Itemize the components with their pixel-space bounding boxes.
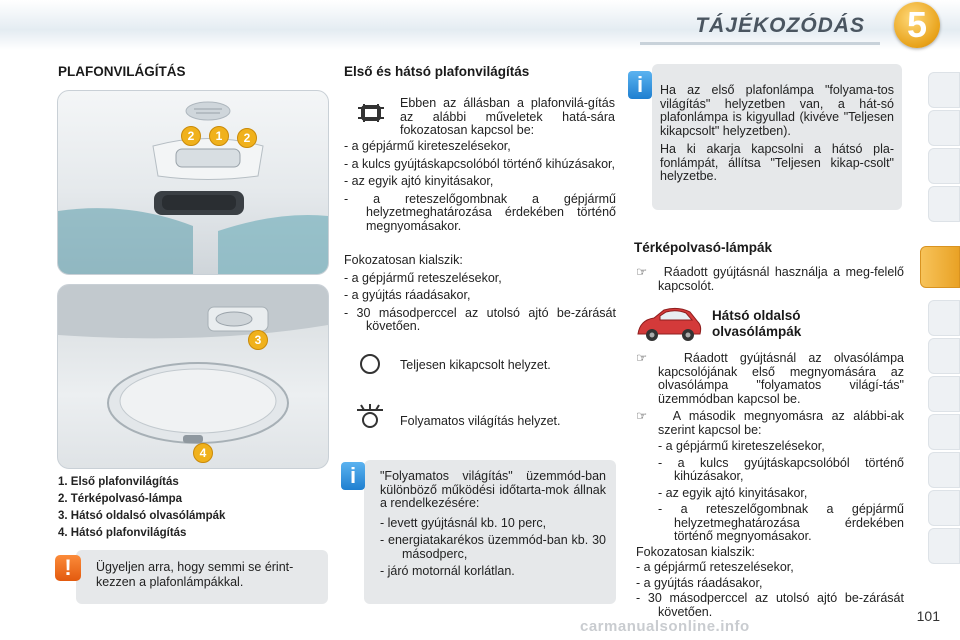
page-title: TÁJÉKOZÓDÁS xyxy=(695,14,865,37)
section-title-ceiling-lights: PLAFONVILÁGÍTÁS xyxy=(58,64,186,79)
rear-off-3: - 30 másodperccel az utolsó ajtó be-zárását követően. xyxy=(636,591,904,619)
chapter-tab-10[interactable] xyxy=(928,452,960,488)
chapter-tab-2[interactable] xyxy=(928,110,960,146)
info-box-durations xyxy=(364,460,616,604)
section-title-rear-reading-2: olvasólámpák xyxy=(712,324,802,339)
rear-ceiling-light-illustration xyxy=(58,285,328,468)
chapter-tab-7[interactable] xyxy=(928,338,960,374)
car-side-icon xyxy=(634,304,704,346)
warning-box xyxy=(76,550,328,604)
warning-text: Ügyeljen arra, hogy semmi se érint-kezzen a plafonlámpákkal. xyxy=(96,560,294,589)
on-item-1: - a gépjármű kireteszelésekor, xyxy=(344,139,511,153)
door-mode-text: Ebben az állásban a plafonvilá-gítás az alábbi műveletek hatá-sára fokozatosan kapcsol be: xyxy=(400,96,615,137)
rear-off-intro: Fokozatosan kialszik: xyxy=(636,544,755,559)
legend-list xyxy=(58,474,328,542)
on-position-text: Folyamatos világítás helyzet. xyxy=(400,414,561,428)
section-title-map-lamps: Térképolvasó-lámpák xyxy=(634,240,773,255)
front-ceiling-light-illustration xyxy=(58,91,328,274)
chapter-badge: 5 xyxy=(894,2,940,48)
legend-item-3: 3. Hátsó oldalsó olvasólámpák xyxy=(58,510,226,522)
front-ceiling-light-photo xyxy=(57,90,329,275)
chapter-tab-12[interactable] xyxy=(928,528,960,564)
chapter-tab-4[interactable] xyxy=(928,186,960,222)
rear-sub-2: - a kulcs gyújtáskapcsolóból történő kihúzásakor, xyxy=(658,455,904,483)
callout-1: 1 xyxy=(209,126,229,146)
map-lamps-text xyxy=(636,266,904,293)
rear-sub-3: - az egyik ajtó kinyitásakor, xyxy=(658,485,808,500)
pointer-bullet-icon-3: ☞ xyxy=(636,409,648,423)
rear-bullet-2: A második megnyomásra az alábbi-ak szerint kapcsol be: xyxy=(658,409,904,437)
map-lamps-desc: Ráadott gyújtásnál használja a meg-felelő kapcsolót. xyxy=(658,265,905,293)
duration-item-2: - energiatakarékos üzemmód-ban kb. 30 másodperc, xyxy=(380,533,606,561)
warning-icon: ! xyxy=(55,555,81,581)
header-rule xyxy=(640,42,880,45)
chapter-tab-3[interactable] xyxy=(928,148,960,184)
callout-4: 4 xyxy=(193,443,213,463)
chapter-tab-9[interactable] xyxy=(928,414,960,450)
info-icon-right: i xyxy=(628,71,652,99)
legend-item-2: 2. Térképolvasó-lámpa xyxy=(58,493,182,505)
rear-off-1: - a gépjármű reteszelésekor, xyxy=(636,560,794,574)
rear-sub-1: - a gépjármű kireteszelésekor, xyxy=(658,439,825,453)
rear-sub-4: - a reteszelőgombnak a gépjármű helyzetmeghatározása érdekében történő megnyomásakor. xyxy=(658,502,904,543)
section-title-front-rear: Első és hátsó plafonvilágítás xyxy=(344,64,530,79)
off-conditions xyxy=(344,254,616,334)
info-durations-text: "Folyamatos világítás" üzemmód-ban különböző működési időtarta-mok állnak a rendelkezésére: xyxy=(380,469,606,510)
legend-item-4: 4. Hátsó plafonvilágítás xyxy=(58,527,187,539)
info-icon: i xyxy=(341,462,365,490)
off-position-text: Teljesen kikapcsolt helyzet. xyxy=(400,358,551,372)
legend-item-1: 1. Első plafonvilágítás xyxy=(58,476,179,488)
info-rear-p2: Ha ki akarja kapcsolni a hátsó pla-fonlámpát, állítsa "Teljesen kikap-csolt" helyzetbe. xyxy=(660,142,894,183)
info-rear-p1: Ha az első plafonlámpa "folyama-tos világítás" helyzetben van, a hát-só plafonlámpa is kigyullad (kivéve "Teljesen kikapcsolt" helyzetben). xyxy=(660,83,894,138)
on-item-3: - az egyik ajtó kinyitásakor, xyxy=(344,174,494,188)
on-position-icon xyxy=(355,402,385,432)
rear-off-2: - a gyújtás ráadásakor, xyxy=(636,575,763,590)
rear-ceiling-light-photo xyxy=(57,284,329,469)
chapter-tab-11[interactable] xyxy=(928,490,960,526)
on-item-4: - a reteszelőgombnak a gépjármű helyzetmeghatározása érdekében történő megnyomásakor. xyxy=(344,191,616,233)
off-item-1: - a gépjármű reteszelésekor, xyxy=(344,270,502,285)
info-durations-list xyxy=(374,517,606,579)
off-item-2: - a gyújtás ráadásakor, xyxy=(344,288,471,302)
callout-2b: 2 xyxy=(237,128,257,148)
on-conditions-list xyxy=(344,140,616,233)
on-item-2: - a kulcs gyújtáskapcsolóból történő kihúzásakor, xyxy=(344,156,615,171)
pointer-bullet-icon: ☞ xyxy=(636,265,648,279)
chapter-tab-6[interactable] xyxy=(928,300,960,336)
page-number: 101 xyxy=(916,608,940,624)
pointer-bullet-icon-2: ☞ xyxy=(636,351,648,365)
off-intro: Fokozatosan kialszik: xyxy=(344,253,463,267)
duration-item-3: - járó motornál korlátlan. xyxy=(380,564,515,578)
watermark: carmanualsonline.info xyxy=(580,618,750,635)
door-mode-icon xyxy=(356,98,386,128)
chapter-tab-5-active[interactable] xyxy=(920,246,960,288)
chapter-tab-1[interactable] xyxy=(928,72,960,108)
off-position-icon xyxy=(358,352,382,376)
callout-3: 3 xyxy=(248,330,268,350)
callout-2: 2 xyxy=(181,126,201,146)
info-box-rear-light xyxy=(652,64,902,210)
section-title-rear-reading-1: Hátsó oldalsó xyxy=(712,308,801,323)
duration-item-1: - levett gyújtásnál kb. 10 perc, xyxy=(380,515,547,530)
rear-reading-text xyxy=(636,352,904,619)
rear-bullet-1: Ráadott gyújtásnál az olvasólámpa kapcsolójának első megnyomására az olvasólámpa "folyamatos világí-tás" üzemmódban kapcsol be. xyxy=(658,351,904,406)
chapter-tab-8[interactable] xyxy=(928,376,960,412)
off-item-3: - 30 másodperccel az utolsó ajtó be-zárását követően. xyxy=(344,305,616,333)
